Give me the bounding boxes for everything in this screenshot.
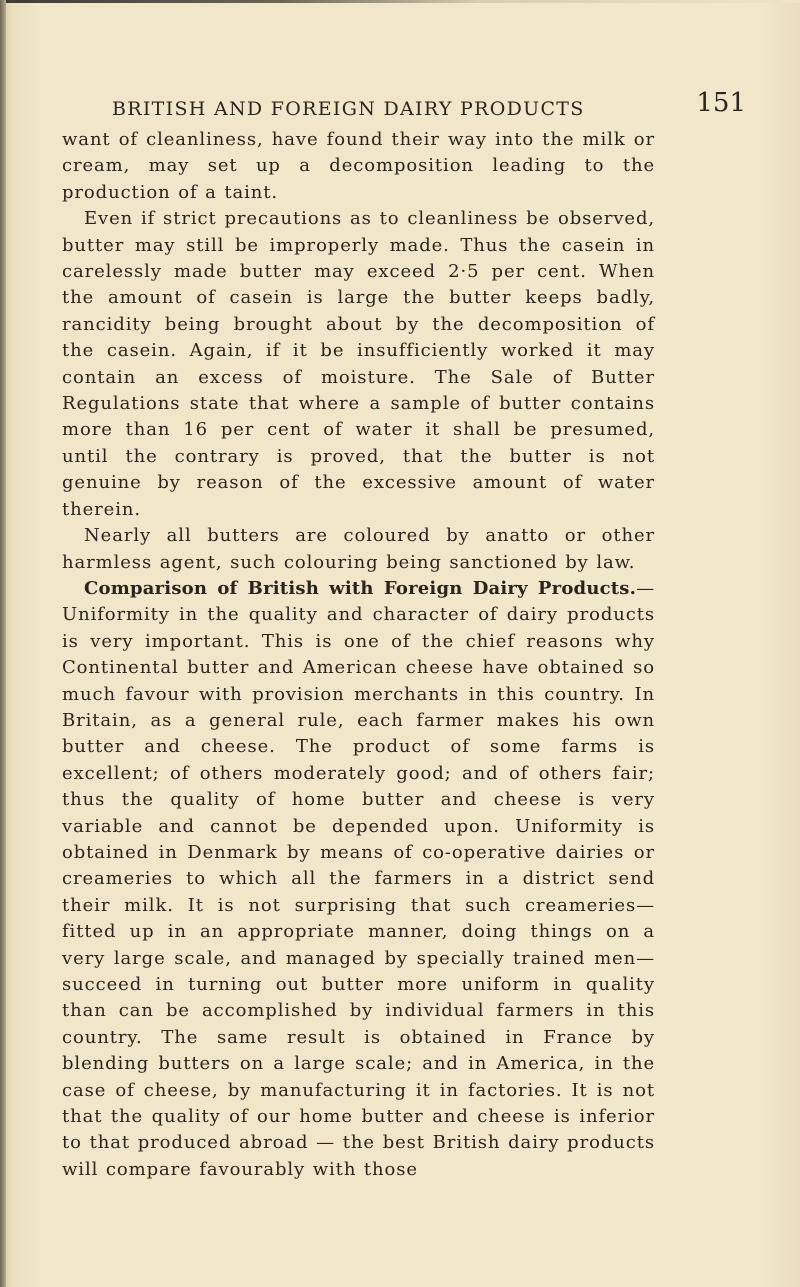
paragraph-text: —Uniformity in the quality and character of dairy products is very important. This is one of the chief reasons why Continental butter and American cheese have obtained so much favour with provision merchants in this country. In Britain, as a general rule, each farmer makes his own butter and cheese. The product of some farms is excellent; of others moderately good; and of others fair; thus the quality of home butter and cheese is very variable and cannot be depended upon. Uniformity is obtained in Denmark by means of co-operative dairies or creameries to which all the farmers in a district send their milk. It is not surprising that such creameries—fitted up in an appropriate manner, doing things on a very large scale, and managed by specially trained men—succeed in turning out butter more uniform in quality than can be accomplished by individual farmers in this country. The same result is obtained in France by blending butters on a large scale; and in America, in the case of cheese, by manufacturing it in factories. It is not that the quality of our home butter and cheese is inferior to that produced abroad — the best British dairy products will compare favourably with those xyxy=(62,577,655,1180)
page-number: 151 xyxy=(696,88,746,118)
paragraph-text: want of cleanliness, have found their way into the milk or cream, may set up a decomposition leading to the production of a taint. xyxy=(62,129,655,203)
paragraph-continuation xyxy=(62,127,655,206)
body-text xyxy=(62,127,655,1183)
paragraph-comparison xyxy=(62,576,655,1183)
paragraph-text: Nearly all butters are coloured by anatto or other harmless agent, such colouring being sanctioned by law. xyxy=(62,525,655,573)
page-header xyxy=(62,88,762,122)
page-binding-edge xyxy=(0,0,6,1287)
page-top-edge xyxy=(0,0,800,3)
paragraph-text: Even if strict precautions as to cleanliness be observed, butter may still be improperly made. Thus the casein in carelessly made butter may exceed 2·5 per cent. When the amount of casein is large the butter keeps badly, rancidity being brought about by the decomposition of the casein. Again, if it be insufficiently worked it may contain an excess of moisture. The Sale of Butter Regulations state that where a sample of butter contains more than 16 per cent of water it shall be presumed, until the contrary is proved, that the butter is not genuine by reason of the excessive amount of water therein. xyxy=(62,208,655,520)
section-heading: Comparison of British with Foreign Dairy Products. xyxy=(84,577,637,599)
paragraph-colouring xyxy=(62,523,655,576)
paragraph-casein xyxy=(62,206,655,523)
running-head: BRITISH AND FOREIGN DAIRY PRODUCTS xyxy=(112,98,585,120)
